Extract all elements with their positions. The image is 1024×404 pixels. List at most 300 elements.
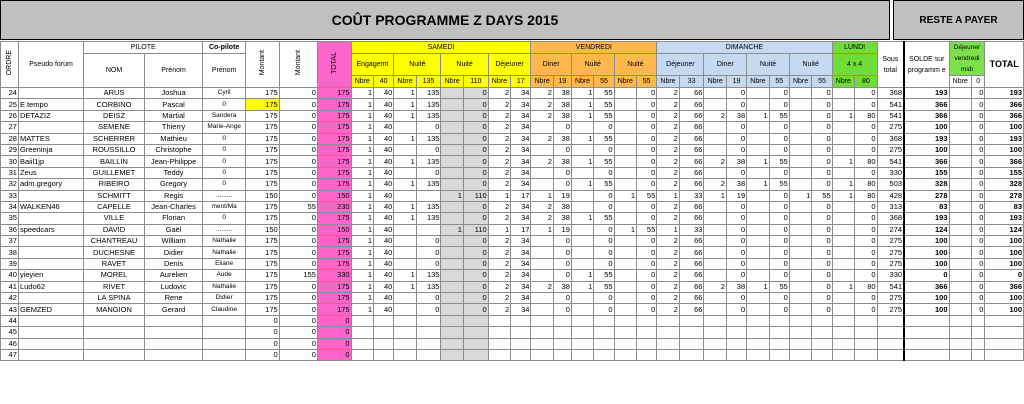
cell-prenom[interactable]: Ludovic [144, 281, 202, 292]
cell-montant1[interactable]: 175 [245, 270, 279, 281]
cell-sam-dej-n[interactable] [488, 327, 510, 338]
cell-dim-n2-v[interactable]: 0 [812, 179, 832, 190]
cell-dim-dej-n[interactable]: 2 [657, 213, 679, 224]
cell-montant2[interactable]: 0 [279, 144, 317, 155]
cell-copilote[interactable]: 0 [203, 133, 246, 144]
cell-dim-dej-n[interactable] [657, 327, 679, 338]
cell-sam-eng-n[interactable] [351, 338, 373, 349]
cell-solde[interactable]: 278 [904, 190, 949, 201]
cell-nom[interactable]: LA SPINA [84, 293, 145, 304]
cell-sam-eng-n[interactable]: 1 [351, 122, 373, 133]
cell-dim-dej-v[interactable]: 66 [679, 144, 704, 155]
cell-copilote[interactable]: 0 [203, 167, 246, 178]
cell-pseudo[interactable]: adm.gregory [18, 179, 83, 190]
cell-ven-din-v[interactable] [553, 315, 571, 326]
cell-dim-dej-v[interactable] [679, 338, 704, 349]
cell-sam-dej-v[interactable] [511, 315, 531, 326]
cell-sam-n2-n[interactable] [441, 179, 463, 190]
cell-ven-din-v[interactable]: 0 [553, 304, 571, 315]
cell-dim-dej-n[interactable]: 2 [657, 201, 679, 212]
cell-montant2[interactable]: 0 [279, 247, 317, 258]
cell-total[interactable]: 175 [317, 236, 351, 247]
cell-dim-din-n[interactable] [704, 236, 726, 247]
cell-sam-dej-n[interactable]: 2 [488, 88, 510, 99]
cell-sam-dej-v[interactable]: 34 [511, 179, 531, 190]
cell-sam-eng-n[interactable]: 1 [351, 293, 373, 304]
cell-dim-n1-n[interactable]: 1 [747, 156, 769, 167]
cell-dim-din-v[interactable] [726, 327, 746, 338]
cell-dim-n2-v[interactable]: 0 [812, 304, 832, 315]
cell-sam-n1-n[interactable]: 1 [394, 270, 416, 281]
cell-total2[interactable]: 366 [985, 281, 1024, 292]
cell-ven-n2-n[interactable] [614, 133, 636, 144]
cell-total2[interactable]: 193 [985, 133, 1024, 144]
cell-dim-n2-v[interactable] [812, 327, 832, 338]
cell-sam-dej-v[interactable]: 34 [511, 270, 531, 281]
cell-ven-din-v[interactable]: 38 [553, 133, 571, 144]
cell-copilote[interactable]: Marie-Ange [203, 122, 246, 133]
cell-dim-n1-v[interactable] [769, 315, 789, 326]
cell-ven-n1-n[interactable] [571, 144, 593, 155]
cell-dim-dej-v[interactable]: 66 [679, 167, 704, 178]
cell-copilote[interactable] [203, 338, 246, 349]
cell-dim-dej-v[interactable]: 66 [679, 179, 704, 190]
cell-sam-dej-v[interactable] [511, 349, 531, 360]
cell-dim-n1-v[interactable]: 55 [769, 281, 789, 292]
cell-prenom[interactable]: Rene [144, 293, 202, 304]
cell-ven-din-v[interactable]: 0 [553, 258, 571, 269]
cell-nom[interactable] [84, 349, 145, 360]
cell-sam-eng-v[interactable]: 40 [374, 88, 394, 99]
cell-solde[interactable] [904, 315, 949, 326]
cell-montant1[interactable]: 150 [245, 190, 279, 201]
cell-ordre[interactable]: 25 [1, 99, 19, 110]
cell-pseudo[interactable] [18, 293, 83, 304]
cell-ordre[interactable]: 45 [1, 327, 19, 338]
cell-sam-n2-n[interactable] [441, 270, 463, 281]
cell-montant2[interactable]: 0 [279, 258, 317, 269]
cell-lun-n[interactable]: 1 [832, 156, 854, 167]
cell-ven-n1-v[interactable] [594, 338, 614, 349]
cell-dej-v[interactable]: 0 [971, 167, 984, 178]
cell-total2[interactable]: 0 [985, 270, 1024, 281]
cell-dim-dej-n[interactable] [657, 315, 679, 326]
cell-sam-dej-v[interactable]: 34 [511, 144, 531, 155]
cell-total2[interactable] [985, 327, 1024, 338]
cell-dim-n1-n[interactable] [747, 304, 769, 315]
cell-montant2[interactable]: 0 [279, 156, 317, 167]
cell-dim-din-v[interactable]: 0 [726, 247, 746, 258]
cell-ven-din-v[interactable]: 0 [553, 122, 571, 133]
cell-ordre[interactable]: 31 [1, 167, 19, 178]
cell-ven-n2-v[interactable]: 0 [637, 304, 657, 315]
cell-dim-n1-n[interactable] [747, 99, 769, 110]
cell-sam-n2-v[interactable] [463, 315, 488, 326]
cell-pseudo[interactable]: MATTES [18, 133, 83, 144]
cell-sam-n2-v[interactable]: 0 [463, 293, 488, 304]
cell-prenom[interactable]: Martial [144, 110, 202, 121]
cell-sam-n2-n[interactable] [441, 236, 463, 247]
cell-solde[interactable]: 366 [904, 281, 949, 292]
cell-dej-v[interactable]: 0 [971, 156, 984, 167]
cell-ven-n1-n[interactable]: 1 [571, 133, 593, 144]
cell-dim-n1-n[interactable] [747, 315, 769, 326]
cell-sam-eng-v[interactable]: 40 [374, 179, 394, 190]
cell-solde[interactable]: 100 [904, 144, 949, 155]
cell-ven-n2-v[interactable]: 0 [637, 88, 657, 99]
cell-lun-v[interactable]: 0 [855, 270, 877, 281]
cell-ven-din-v[interactable]: 0 [553, 167, 571, 178]
cell-sam-dej-n[interactable]: 2 [488, 236, 510, 247]
cell-sam-n1-n[interactable]: 1 [394, 281, 416, 292]
cell-dej-v[interactable]: 0 [971, 144, 984, 155]
cell-sam-dej-v[interactable]: 34 [511, 304, 531, 315]
cell-sam-n2-n[interactable] [441, 349, 463, 360]
cell-ven-din-v[interactable] [553, 349, 571, 360]
cell-ven-n2-v[interactable]: 0 [637, 99, 657, 110]
cell-sam-eng-n[interactable]: 1 [351, 247, 373, 258]
cell-sam-n1-n[interactable]: 1 [394, 110, 416, 121]
cell-sam-n2-n[interactable] [441, 338, 463, 349]
cell-montant1[interactable]: 175 [245, 258, 279, 269]
cell-sam-n2-v[interactable] [463, 338, 488, 349]
cell-sam-n2-n[interactable] [441, 304, 463, 315]
cell-dej-n[interactable] [949, 349, 971, 360]
cell-ven-din-v[interactable]: 19 [553, 190, 571, 201]
cell-lun-n[interactable] [832, 213, 854, 224]
cell-lun-v[interactable]: 80 [855, 110, 877, 121]
cell-montant2[interactable]: 0 [279, 224, 317, 235]
cell-dim-n2-n[interactable] [789, 293, 811, 304]
cell-sous-total[interactable] [877, 315, 904, 326]
cell-ven-din-n[interactable] [531, 122, 553, 133]
cell-solde[interactable]: 100 [904, 293, 949, 304]
cell-montant1[interactable]: 175 [245, 293, 279, 304]
cell-sam-n2-v[interactable]: 0 [463, 179, 488, 190]
cell-montant1[interactable]: 0 [245, 338, 279, 349]
cell-lun-n[interactable]: 1 [832, 190, 854, 201]
cell-sam-eng-v[interactable]: 40 [374, 122, 394, 133]
cell-sous-total[interactable]: 275 [877, 304, 904, 315]
cell-sam-n2-v[interactable]: 0 [463, 144, 488, 155]
cell-nom[interactable]: SEMENE [84, 122, 145, 133]
cell-solde[interactable]: 100 [904, 304, 949, 315]
cell-dim-n2-v[interactable] [812, 338, 832, 349]
cell-ven-n1-n[interactable] [571, 247, 593, 258]
cell-total2[interactable]: 124 [985, 224, 1024, 235]
cell-total[interactable]: 175 [317, 156, 351, 167]
cell-dim-din-n[interactable]: 2 [704, 156, 726, 167]
cell-sam-dej-n[interactable] [488, 315, 510, 326]
cell-ven-n2-n[interactable] [614, 304, 636, 315]
cell-solde[interactable] [904, 327, 949, 338]
cell-dim-n1-v[interactable]: 0 [769, 224, 789, 235]
cell-dim-din-v[interactable]: 0 [726, 293, 746, 304]
cell-sam-n1-n[interactable] [394, 190, 416, 201]
cell-total2[interactable]: 100 [985, 258, 1024, 269]
cell-sam-eng-v[interactable] [374, 315, 394, 326]
cell-dim-dej-n[interactable]: 2 [657, 133, 679, 144]
cell-ven-n2-n[interactable] [614, 201, 636, 212]
cell-dim-n2-n[interactable] [789, 258, 811, 269]
cell-nom[interactable]: VILLE [84, 213, 145, 224]
cell-dim-n2-n[interactable] [789, 201, 811, 212]
cell-solde[interactable]: 124 [904, 224, 949, 235]
cell-dim-dej-n[interactable]: 2 [657, 236, 679, 247]
cell-sam-n1-n[interactable] [394, 144, 416, 155]
cell-ven-n1-v[interactable]: 55 [594, 99, 614, 110]
cell-sous-total[interactable]: 275 [877, 122, 904, 133]
cell-dim-din-v[interactable]: 0 [726, 144, 746, 155]
cell-sam-eng-n[interactable] [351, 327, 373, 338]
cell-sam-n1-n[interactable] [394, 247, 416, 258]
cell-lun-v[interactable]: 80 [855, 156, 877, 167]
cell-ven-din-n[interactable] [531, 270, 553, 281]
cell-ordre[interactable]: 37 [1, 236, 19, 247]
cell-dim-n1-n[interactable]: 1 [747, 110, 769, 121]
cell-dim-n2-n[interactable] [789, 247, 811, 258]
cell-sous-total[interactable]: 275 [877, 247, 904, 258]
cell-dim-din-v[interactable] [726, 349, 746, 360]
cell-lun-n[interactable] [832, 327, 854, 338]
cell-dim-n1-n[interactable] [747, 349, 769, 360]
cell-dej-n[interactable] [949, 133, 971, 144]
cell-dej-v[interactable]: 0 [971, 179, 984, 190]
cell-sam-n2-n[interactable]: 1 [441, 224, 463, 235]
cell-sam-dej-n[interactable]: 1 [488, 224, 510, 235]
cell-pseudo[interactable]: yieyien [18, 270, 83, 281]
cell-ven-din-v[interactable]: 19 [553, 224, 571, 235]
cell-dim-din-n[interactable] [704, 167, 726, 178]
cell-ven-din-n[interactable] [531, 349, 553, 360]
cell-dim-n1-v[interactable] [769, 327, 789, 338]
cell-sam-n1-v[interactable]: 0 [416, 247, 441, 258]
cell-nom[interactable]: ROUSSILLO [84, 144, 145, 155]
cell-sam-dej-v[interactable]: 34 [511, 201, 531, 212]
cell-sous-total[interactable]: 275 [877, 144, 904, 155]
cell-ven-n2-n[interactable] [614, 179, 636, 190]
cell-dim-dej-n[interactable]: 1 [657, 224, 679, 235]
cell-sam-n2-v[interactable]: 0 [463, 258, 488, 269]
cell-dim-din-v[interactable]: 0 [726, 224, 746, 235]
cell-sam-eng-v[interactable] [374, 327, 394, 338]
cell-copilote[interactable]: 0 [203, 213, 246, 224]
cell-montant1[interactable]: 175 [245, 110, 279, 121]
cell-total2[interactable]: 100 [985, 247, 1024, 258]
cell-dim-n1-v[interactable]: 0 [769, 258, 789, 269]
cell-pseudo[interactable]: E tempo [18, 99, 83, 110]
cell-sam-n2-v[interactable] [463, 349, 488, 360]
cell-total[interactable]: 175 [317, 179, 351, 190]
cell-dim-din-n[interactable]: 2 [704, 281, 726, 292]
cell-sam-n1-v[interactable]: 135 [416, 179, 441, 190]
cell-dim-din-n[interactable] [704, 99, 726, 110]
cell-ven-din-n[interactable]: 2 [531, 133, 553, 144]
cell-dim-n1-v[interactable]: 55 [769, 179, 789, 190]
cell-ven-n1-v[interactable]: 0 [594, 201, 614, 212]
cell-lun-v[interactable] [855, 349, 877, 360]
cell-copilote[interactable]: ment/Ma [203, 201, 246, 212]
cell-dej-v[interactable]: 0 [971, 236, 984, 247]
cell-copilote[interactable] [203, 349, 246, 360]
cell-sam-n2-n[interactable] [441, 110, 463, 121]
cell-ven-din-v[interactable]: 38 [553, 156, 571, 167]
cell-montant2[interactable]: 0 [279, 236, 317, 247]
cell-dim-n1-n[interactable] [747, 167, 769, 178]
cell-ven-n1-n[interactable]: 1 [571, 110, 593, 121]
cell-nom[interactable]: ARUS [84, 88, 145, 99]
cell-dim-n1-v[interactable]: 0 [769, 122, 789, 133]
cell-dim-n1-n[interactable] [747, 247, 769, 258]
cell-dim-n1-v[interactable]: 55 [769, 110, 789, 121]
cell-ordre[interactable]: 42 [1, 293, 19, 304]
cell-dim-n1-v[interactable]: 0 [769, 247, 789, 258]
cell-pseudo[interactable]: Zeus [18, 167, 83, 178]
cell-pseudo[interactable] [18, 258, 83, 269]
cell-ven-n2-v[interactable]: 0 [637, 201, 657, 212]
cell-dim-n1-n[interactable] [747, 88, 769, 99]
cell-sam-dej-n[interactable]: 2 [488, 156, 510, 167]
cell-dim-din-n[interactable] [704, 327, 726, 338]
cell-ven-n1-v[interactable] [594, 327, 614, 338]
cell-nom[interactable]: SCHMITT [84, 190, 145, 201]
cell-dej-n[interactable] [949, 179, 971, 190]
cell-ven-n1-n[interactable]: 1 [571, 156, 593, 167]
cell-ven-n2-v[interactable]: 0 [637, 247, 657, 258]
cell-ven-din-n[interactable] [531, 315, 553, 326]
cell-dim-din-v[interactable]: 0 [726, 258, 746, 269]
cell-pseudo[interactable] [18, 327, 83, 338]
cell-sam-eng-v[interactable]: 40 [374, 247, 394, 258]
cell-dej-v[interactable]: 0 [971, 110, 984, 121]
cell-ven-n2-v[interactable]: 0 [637, 293, 657, 304]
cell-dim-n2-n[interactable] [789, 213, 811, 224]
cell-prenom[interactable] [144, 338, 202, 349]
cell-ven-n1-v[interactable]: 0 [594, 247, 614, 258]
cell-dim-n1-n[interactable] [747, 201, 769, 212]
cell-lun-v[interactable]: 0 [855, 293, 877, 304]
cell-ven-n1-v[interactable]: 0 [594, 122, 614, 133]
cell-dim-dej-v[interactable]: 66 [679, 122, 704, 133]
cell-sous-total[interactable]: 541 [877, 156, 904, 167]
cell-ven-din-v[interactable]: 38 [553, 201, 571, 212]
cell-lun-v[interactable]: 80 [855, 179, 877, 190]
cell-dim-din-v[interactable]: 0 [726, 88, 746, 99]
cell-lun-v[interactable]: 80 [855, 190, 877, 201]
cell-dim-n1-n[interactable] [747, 122, 769, 133]
cell-dim-n2-v[interactable]: 0 [812, 224, 832, 235]
cell-dim-dej-v[interactable]: 66 [679, 133, 704, 144]
cell-sam-eng-n[interactable]: 1 [351, 179, 373, 190]
cell-copilote[interactable]: 0 [203, 179, 246, 190]
cell-pseudo[interactable] [18, 236, 83, 247]
cell-montant2[interactable]: 0 [279, 304, 317, 315]
cell-dim-din-n[interactable] [704, 144, 726, 155]
cell-sam-dej-n[interactable]: 2 [488, 293, 510, 304]
cell-total2[interactable]: 278 [985, 190, 1024, 201]
cell-dim-n2-v[interactable]: 0 [812, 293, 832, 304]
cell-dim-n1-n[interactable] [747, 338, 769, 349]
cell-sam-n1-n[interactable]: 1 [394, 133, 416, 144]
cell-sam-n1-n[interactable] [394, 315, 416, 326]
cell-dim-n2-n[interactable] [789, 167, 811, 178]
cell-sam-n2-n[interactable] [441, 213, 463, 224]
cell-dej-n[interactable] [949, 270, 971, 281]
cell-montant1[interactable]: 175 [245, 88, 279, 99]
cell-ven-din-n[interactable] [531, 144, 553, 155]
cell-solde[interactable]: 100 [904, 122, 949, 133]
cell-dim-n1-n[interactable]: 1 [747, 281, 769, 292]
cell-prenom[interactable]: Thierry [144, 122, 202, 133]
cell-dim-dej-n[interactable]: 2 [657, 247, 679, 258]
cell-dim-n1-v[interactable]: 55 [769, 156, 789, 167]
cell-total[interactable]: 175 [317, 258, 351, 269]
cell-ven-n1-n[interactable]: 1 [571, 270, 593, 281]
cell-sam-dej-n[interactable]: 2 [488, 122, 510, 133]
cell-sam-dej-n[interactable]: 2 [488, 247, 510, 258]
cell-sous-total[interactable]: 274 [877, 224, 904, 235]
cell-sam-dej-v[interactable]: 34 [511, 156, 531, 167]
cell-dim-n2-v[interactable]: 0 [812, 201, 832, 212]
cell-ven-n1-n[interactable]: 1 [571, 281, 593, 292]
cell-nom[interactable]: RIBEIRO [84, 179, 145, 190]
cell-nom[interactable]: CAPELLE [84, 201, 145, 212]
cell-dim-n2-v[interactable] [812, 349, 832, 360]
cell-sam-n1-v[interactable]: 135 [416, 133, 441, 144]
cell-dim-dej-n[interactable] [657, 349, 679, 360]
cell-sous-total[interactable] [877, 338, 904, 349]
cell-dim-n1-v[interactable]: 0 [769, 201, 789, 212]
cell-dim-din-n[interactable] [704, 315, 726, 326]
cell-dim-n2-v[interactable] [812, 315, 832, 326]
cell-prenom[interactable]: Teddy [144, 167, 202, 178]
cell-dim-dej-n[interactable]: 2 [657, 179, 679, 190]
cell-sam-eng-v[interactable]: 40 [374, 144, 394, 155]
cell-ven-din-n[interactable]: 2 [531, 110, 553, 121]
cell-sous-total[interactable]: 428 [877, 190, 904, 201]
cell-dim-din-v[interactable] [726, 338, 746, 349]
cell-ordre[interactable]: 32 [1, 179, 19, 190]
cell-dim-n2-n[interactable] [789, 144, 811, 155]
cell-dej-n[interactable] [949, 167, 971, 178]
cell-nom[interactable]: BAILLIN [84, 156, 145, 167]
cell-montant2[interactable]: 0 [279, 167, 317, 178]
cell-dim-n2-v[interactable]: 0 [812, 258, 832, 269]
cell-solde[interactable] [904, 349, 949, 360]
cell-ordre[interactable]: 34 [1, 201, 19, 212]
cell-sam-eng-v[interactable]: 40 [374, 190, 394, 201]
cell-dim-n1-n[interactable] [747, 258, 769, 269]
cell-ven-n2-n[interactable] [614, 315, 636, 326]
cell-dim-dej-n[interactable]: 2 [657, 88, 679, 99]
cell-sam-eng-v[interactable]: 40 [374, 99, 394, 110]
cell-sam-n1-v[interactable]: 135 [416, 88, 441, 99]
cell-copilote[interactable]: ......... [203, 190, 246, 201]
cell-lun-v[interactable]: 0 [855, 201, 877, 212]
cell-pseudo[interactable] [18, 213, 83, 224]
cell-lun-n[interactable] [832, 201, 854, 212]
cell-solde[interactable]: 366 [904, 156, 949, 167]
cell-dim-n1-v[interactable]: 0 [769, 133, 789, 144]
cell-total[interactable]: 0 [317, 338, 351, 349]
cell-sam-n1-v[interactable]: 135 [416, 110, 441, 121]
cell-montant2[interactable]: 0 [279, 349, 317, 360]
cell-total[interactable]: 150 [317, 224, 351, 235]
cell-pseudo[interactable] [18, 88, 83, 99]
cell-montant2[interactable]: 0 [279, 99, 317, 110]
cell-dim-n2-n[interactable] [789, 270, 811, 281]
cell-dim-din-n[interactable] [704, 88, 726, 99]
